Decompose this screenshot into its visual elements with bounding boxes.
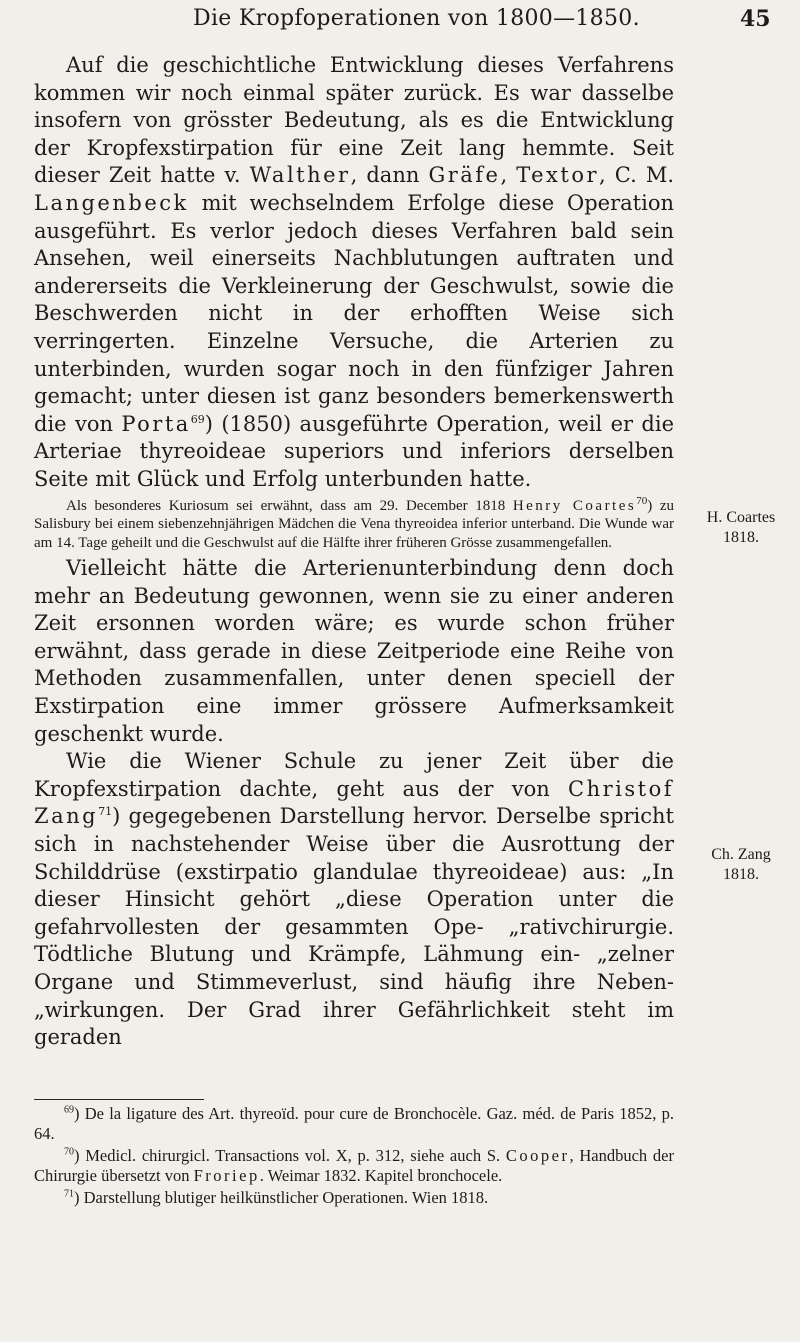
- text-run: ) De la ligature des Art. thyreoïd. pour cure de Bronchocèle. Gaz. méd. de Paris 1852, p. 64.: [34, 1104, 674, 1143]
- footnote-70: [34, 1146, 674, 1185]
- person-name: Textor: [516, 163, 600, 188]
- paragraph-4: [34, 748, 674, 1052]
- text-run: , Handbuch der Chirurgie übersetzt von: [34, 1146, 674, 1185]
- text-run: ) gegegebenen Darstellung hervor. Derselbe spricht sich in nachstehender Weise über die Ausrottung der Schilddrüse (exstirpatio glandulae thyreoideae) aus: „In dieser Hinsicht gehört „diese Operation unter die gefahrvollesten der gesammten Ope- „rativchirurgie. Tödtliche Blutung und Krämpfe, Lähmung ein- „zelner Organe und Stimmeverlust, sind häufig ihre Neben- „wirkungen. Der Grad ihrer Gefährlichkeit steht im geraden: [34, 804, 674, 1050]
- footnotes: [34, 1104, 674, 1211]
- person-name: Porta: [121, 411, 191, 436]
- text-run: ,: [500, 163, 517, 188]
- footnote-mark: 70: [64, 1146, 74, 1158]
- person-name: Gräfe: [428, 163, 501, 188]
- text-run: Wie die Wiener Schule zu jener Zeit über die Kropfexstirpation dachte, geht aus der von: [34, 749, 674, 801]
- page-header: [0, 6, 800, 40]
- person-name: Christof Zang: [34, 776, 674, 829]
- person-name: Walther: [249, 163, 351, 188]
- marginal-note-zang: [686, 845, 796, 885]
- footnote-ref: 69: [190, 412, 205, 426]
- paragraph-small-note: [34, 494, 674, 553]
- body-text: [34, 52, 674, 1052]
- text-run: , dann: [350, 163, 429, 188]
- text-run: , C. M.: [599, 163, 674, 188]
- marginal-year: 1818.: [723, 866, 759, 883]
- text-run: ) Darstellung blutiger heilkünstlicher Operationen. Wien 1818.: [74, 1188, 489, 1207]
- paragraph-1: [34, 52, 674, 494]
- marginal-name: Ch. Zang: [711, 846, 771, 863]
- text-run: . Weimar 1832. Kapitel bronchocele.: [259, 1165, 503, 1185]
- page-number: 45: [740, 6, 771, 32]
- footnote-69: [34, 1104, 674, 1143]
- text-run: Als besonderes Kuriosum sei erwähnt, dass am 29. December 1818: [66, 497, 513, 514]
- footnote-ref: 71: [98, 805, 113, 819]
- marginal-year: 1818.: [723, 529, 759, 546]
- text-run: ) zu Salisbury bei einem siebenzehnjährigen Mädchen die Vena thyreoidea inferior unterband. Die Wunde war am 14. Tage geheilt und die Geschwulst auf die Hälfte ihrer früheren Grösse zusammengefallen.: [34, 497, 674, 551]
- running-title: Die Kropfoperationen von 1800—1850.: [193, 6, 640, 31]
- person-name: Cooper: [505, 1146, 570, 1165]
- text-run: Auf die geschichtliche Entwicklung dieses Verfahrens kommen wir noch einmal später zurück. Es war dasselbe insofern von grösster Bedeutung, als es die Entwicklung der Kropfexstirpation für eine Zeit lang hemmte. Seit dieser Zeit hatte v.: [34, 53, 674, 188]
- text-run: mit wechselndem Erfolge diese Operation ausgeführt. Es verlor jedoch dieses Verfahren bald sein Ansehen, weil einerseits Nachblutungen auftraten und andererseits die Verkleinerung der Geschwulst, sowie die Beschwerden nicht in der erhofften Weise sich verringerten. Einzelne Versuche, die Arterien zu unterbinden, wurden sogar noch in den fünfziger Jahren gemacht; unter diesen ist ganz besonders bemerkenswerth die von: [34, 190, 674, 436]
- person-name: Henry Coartes: [512, 497, 637, 514]
- paragraph-3: Vielleicht hätte die Arterienunterbindung denn doch mehr an Bedeutung gewonnen, wenn sie zu einer anderen Zeit ersonnen worden wäre; es wurde schon früher erwähnt, dass gerade in diese Zeitperiode eine Reihe von Methoden zusammenfallen, unter denen speciell der Exstirpation eine immer grössere Aufmerksamkeit geschenkt wurde.: [34, 556, 674, 746]
- marginal-note-coartes: [686, 508, 796, 548]
- footnote-rule: [34, 1099, 204, 1100]
- footnote-mark: 71: [64, 1188, 74, 1200]
- person-name: Langenbeck: [34, 190, 189, 215]
- marginal-name: H. Coartes: [706, 509, 776, 526]
- footnote-ref: 70: [636, 494, 648, 507]
- footnote-71: [34, 1188, 674, 1208]
- text-run: ) Medicl. chirurgicl. Transactions vol. X, p. 312, siehe auch S.: [74, 1146, 506, 1165]
- footnote-mark: 69: [64, 1104, 74, 1116]
- person-name: Froriep: [193, 1165, 260, 1185]
- text-run: ) (1850) ausgeführte Operation, weil er die Arteriae thyreoideae superiors und inferiors derselben Seite mit Glück und Erfolg unterbunden hatte.: [34, 411, 674, 491]
